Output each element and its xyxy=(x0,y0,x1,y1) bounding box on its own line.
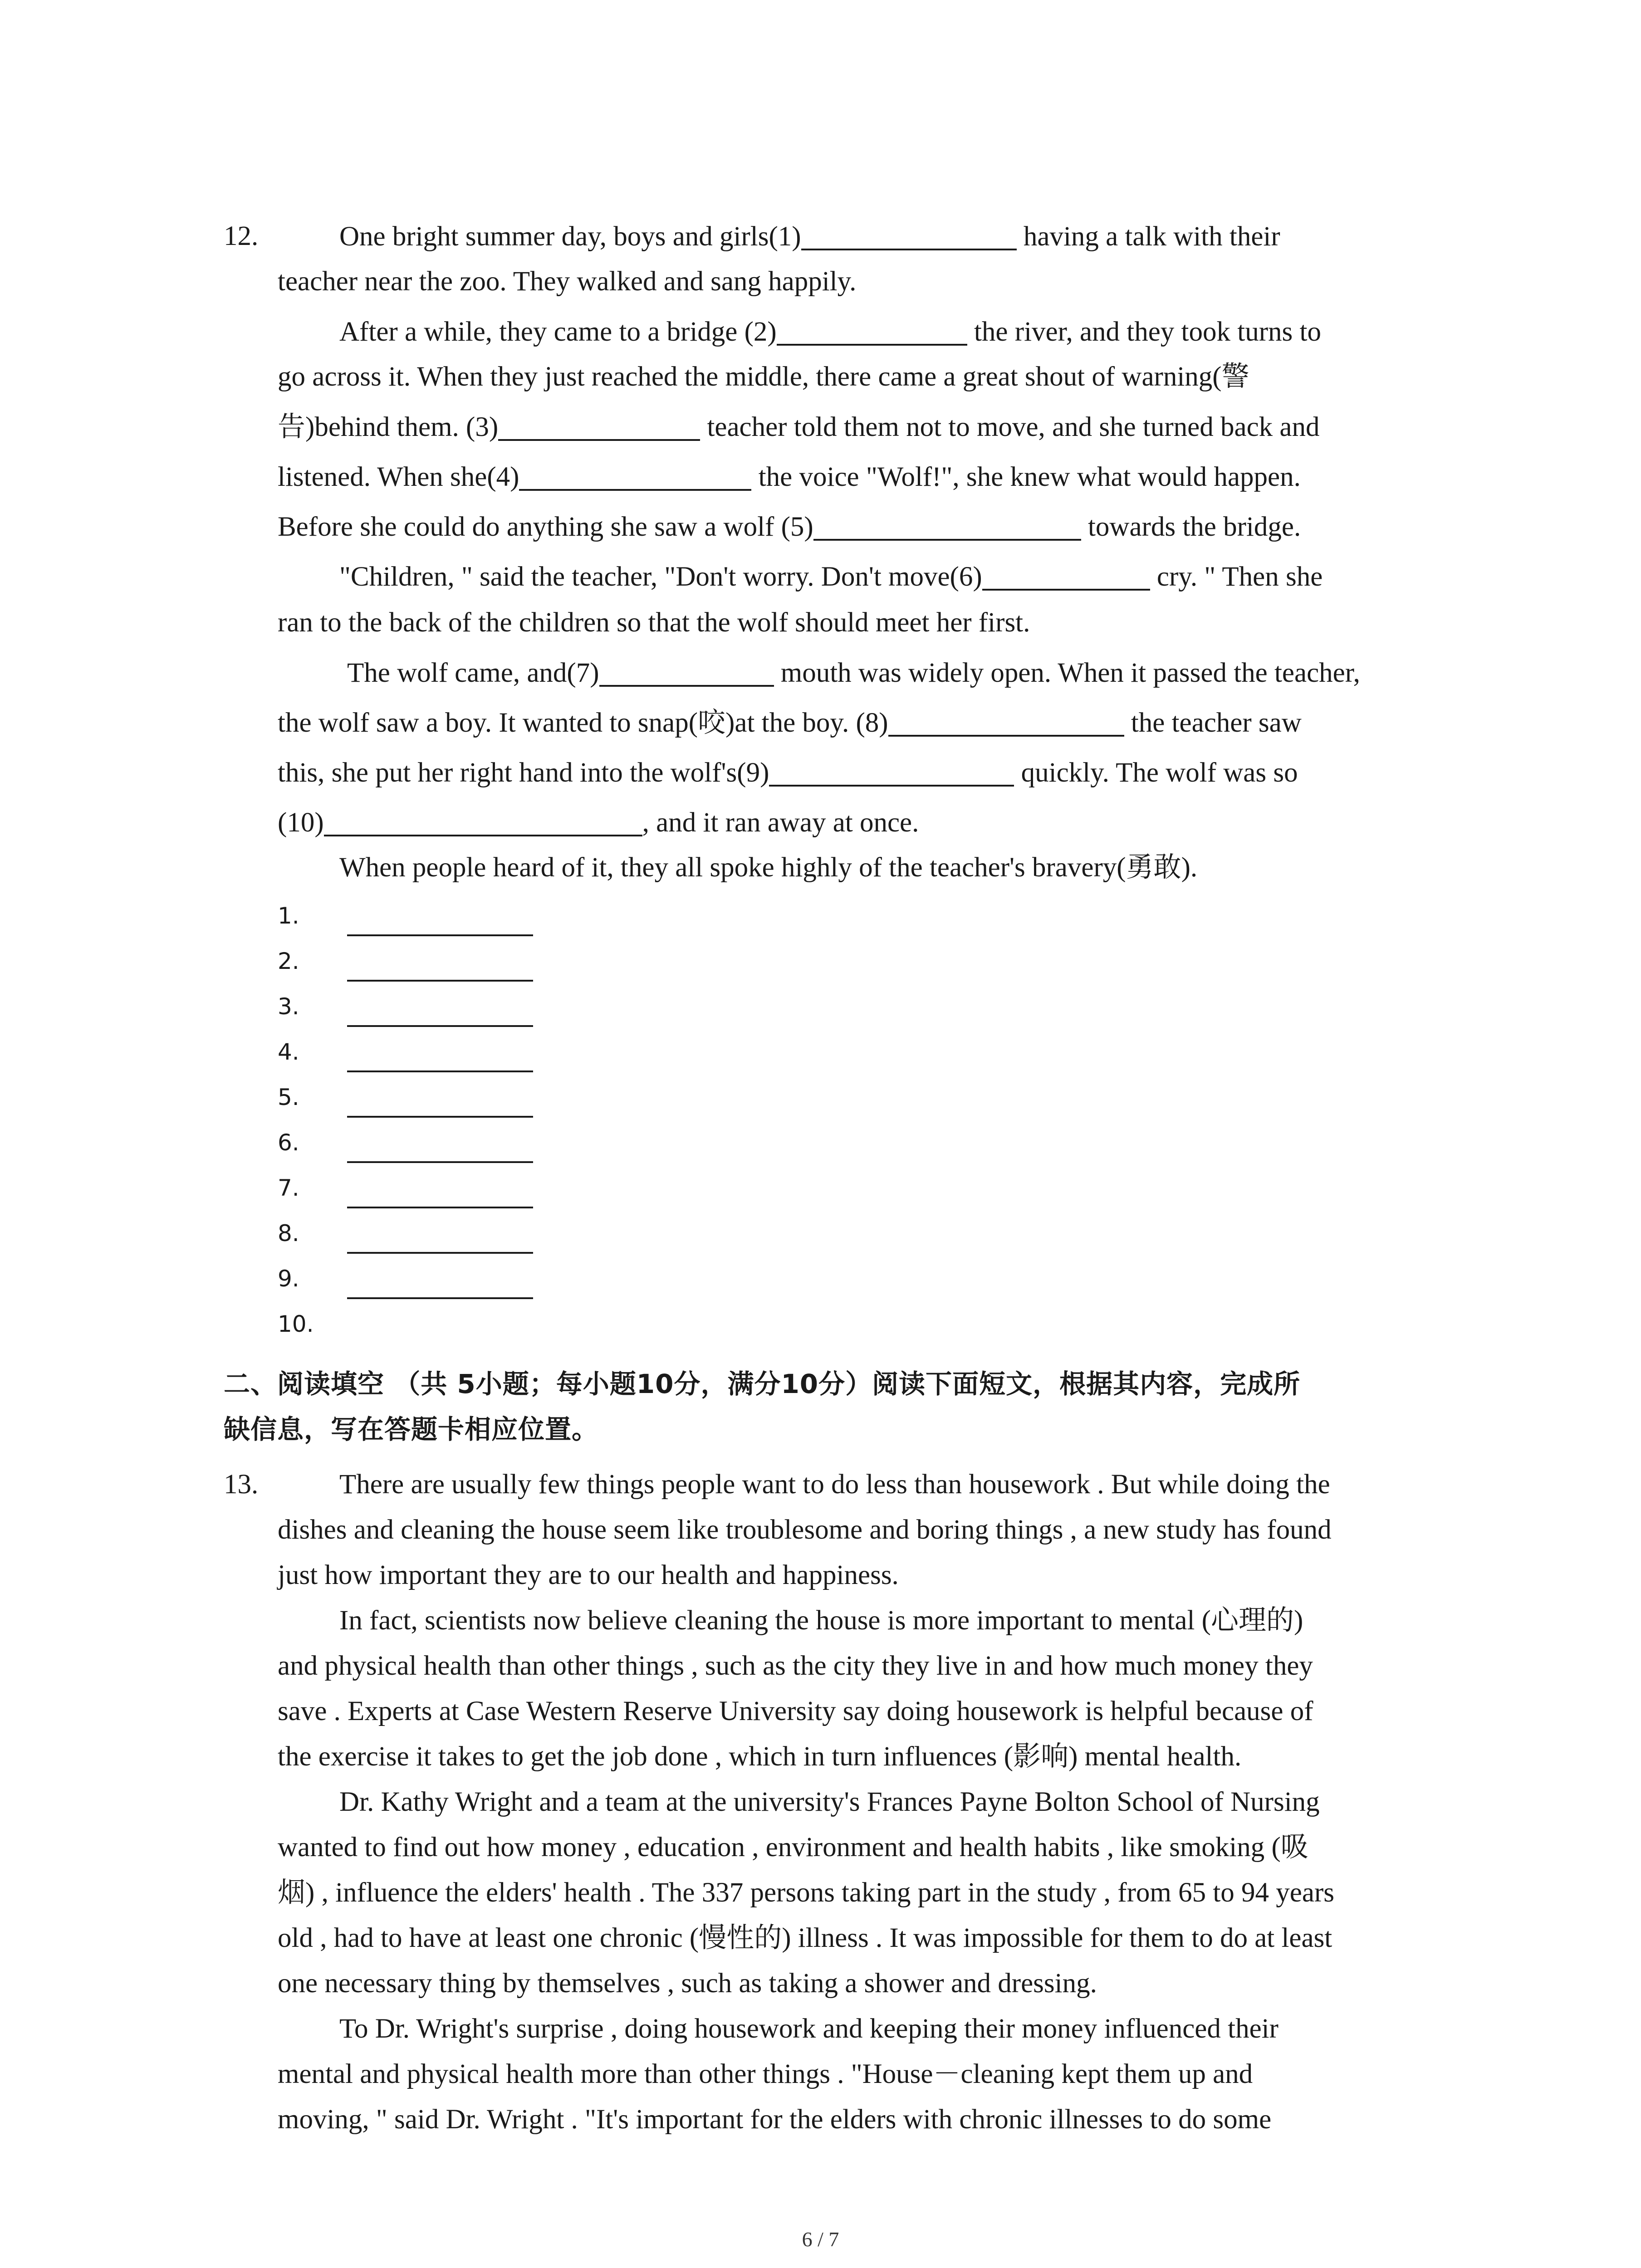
blank-1[interactable] xyxy=(801,222,1017,250)
passage-line: One bright summer day, boys and girls(1) having a talk with their xyxy=(339,221,1280,252)
question-number: 13. xyxy=(224,1469,259,1500)
passage-line: ran to the back of the children so that the wolf should meet her first. xyxy=(278,607,1030,638)
answer-line-6[interactable] xyxy=(347,1161,533,1163)
passage-line: 告)behind them. (3) teacher told them not to move, and she turned back and xyxy=(278,412,1320,442)
passage-line: go across it. When they just reached the middle, there came a great shout of warning(警 xyxy=(278,362,1249,392)
answer-line-7[interactable] xyxy=(347,1207,533,1208)
answer-number: 1. xyxy=(278,903,299,929)
page-number: 6 / 7 xyxy=(802,2228,839,2251)
passage-line: There are usually few things people want to do less than housework . But while doing the xyxy=(339,1469,1330,1500)
answer-number: 5. xyxy=(278,1084,299,1110)
passage-line: After a while, they came to a bridge (2) the river, and they took turns to xyxy=(339,317,1321,347)
blank-5[interactable] xyxy=(813,513,1081,541)
blank-4[interactable] xyxy=(519,463,751,491)
passage-line: 烟) , influence the elders' health . The 337 persons taking part in the study , from 65 to 94 years xyxy=(278,1877,1334,1908)
blank-2[interactable] xyxy=(777,318,967,346)
passage-line: "Children, " said the teacher, "Don't worry. Don't move(6) cry. " Then she xyxy=(339,562,1323,592)
answer-line-5[interactable] xyxy=(347,1116,533,1118)
question-number: 12. xyxy=(224,221,259,251)
blank-7[interactable] xyxy=(599,659,774,687)
answer-number: 8. xyxy=(278,1220,299,1246)
answer-number: 2. xyxy=(278,948,299,974)
section-title: 二、阅读填空 （共 5小题；每小题10分，满分10分）阅读下面短文，根据其内容，完成所 xyxy=(224,1369,1301,1399)
passage-line: one necessary thing by themselves , such as taking a shower and dressing. xyxy=(278,1968,1097,1999)
answer-line-2[interactable] xyxy=(347,980,533,982)
passage-line: this, she put her right hand into the wolf's(9) quickly. The wolf was so xyxy=(278,758,1298,788)
passage-line: dishes and cleaning the house seem like troublesome and boring things , a new study has found xyxy=(278,1515,1332,1545)
answer-number: 7. xyxy=(278,1175,299,1201)
answer-line-1[interactable] xyxy=(347,934,533,936)
passage-line: Dr. Kathy Wright and a team at the university's Frances Payne Bolton School of Nursing xyxy=(339,1787,1320,1817)
passage-line: old , had to have at least one chronic (慢性的) illness . It was impossible for them to do at least xyxy=(278,1923,1332,1953)
passage-line: Before she could do anything she saw a wolf (5) towards the bridge. xyxy=(278,512,1301,542)
blank-8[interactable] xyxy=(888,709,1124,737)
passage-line: just how important they are to our health and happiness. xyxy=(278,1560,899,1590)
passage-line: In fact, scientists now believe cleaning the house is more important to mental (心理的) xyxy=(339,1605,1303,1636)
blank-10[interactable] xyxy=(324,808,642,836)
passage-line: save . Experts at Case Western Reserve University say doing housework is helpful because of xyxy=(278,1696,1313,1726)
passage-line: teacher near the zoo. They walked and sang happily. xyxy=(278,266,857,297)
answer-line-4[interactable] xyxy=(347,1070,533,1072)
passage-line: listened. When she(4) the voice "Wolf!", she knew what would happen. xyxy=(278,462,1301,492)
answer-line-8[interactable] xyxy=(347,1252,533,1254)
answer-line-9[interactable] xyxy=(347,1297,533,1299)
passage-line: When people heard of it, they all spoke highly of the teacher's bravery(勇敢). xyxy=(339,852,1198,883)
section-title: 缺信息，写在答题卡相应位置。 xyxy=(224,1414,599,1445)
passage-line: the exercise it takes to get the job done , which in turn influences (影响) mental health. xyxy=(278,1741,1242,1772)
passage-line: and physical health than other things , such as the city they live in and how much money they xyxy=(278,1651,1313,1681)
answer-number: 4. xyxy=(278,1039,299,1065)
answer-number: 9. xyxy=(278,1266,299,1292)
passage-line: mental and physical health more than other things . "House－cleaning kept them up and xyxy=(278,2059,1253,2089)
blank-6[interactable] xyxy=(982,562,1150,591)
passage-line: wanted to find out how money , education , environment and health habits , like smoking (吸 xyxy=(278,1832,1308,1862)
passage-line: (10) , and it ran away at once. xyxy=(278,807,919,838)
passage-line: The wolf came, and(7) mouth was widely open. When it passed the teacher, xyxy=(347,658,1360,688)
answer-line-3[interactable] xyxy=(347,1025,533,1027)
answer-number: 3. xyxy=(278,993,299,1020)
blank-9[interactable] xyxy=(769,758,1014,787)
passage-line: To Dr. Wright's surprise , doing housework and keeping their money influenced their xyxy=(339,2014,1279,2044)
passage-line: moving, " said Dr. Wright . "It's important for the elders with chronic illnesses to do some xyxy=(278,2104,1272,2135)
answer-number: 6. xyxy=(278,1129,299,1156)
blank-3[interactable] xyxy=(498,413,700,441)
answer-number: 10. xyxy=(278,1311,314,1337)
passage-line: the wolf saw a boy. It wanted to snap(咬)at the boy. (8) the teacher saw xyxy=(278,708,1302,738)
